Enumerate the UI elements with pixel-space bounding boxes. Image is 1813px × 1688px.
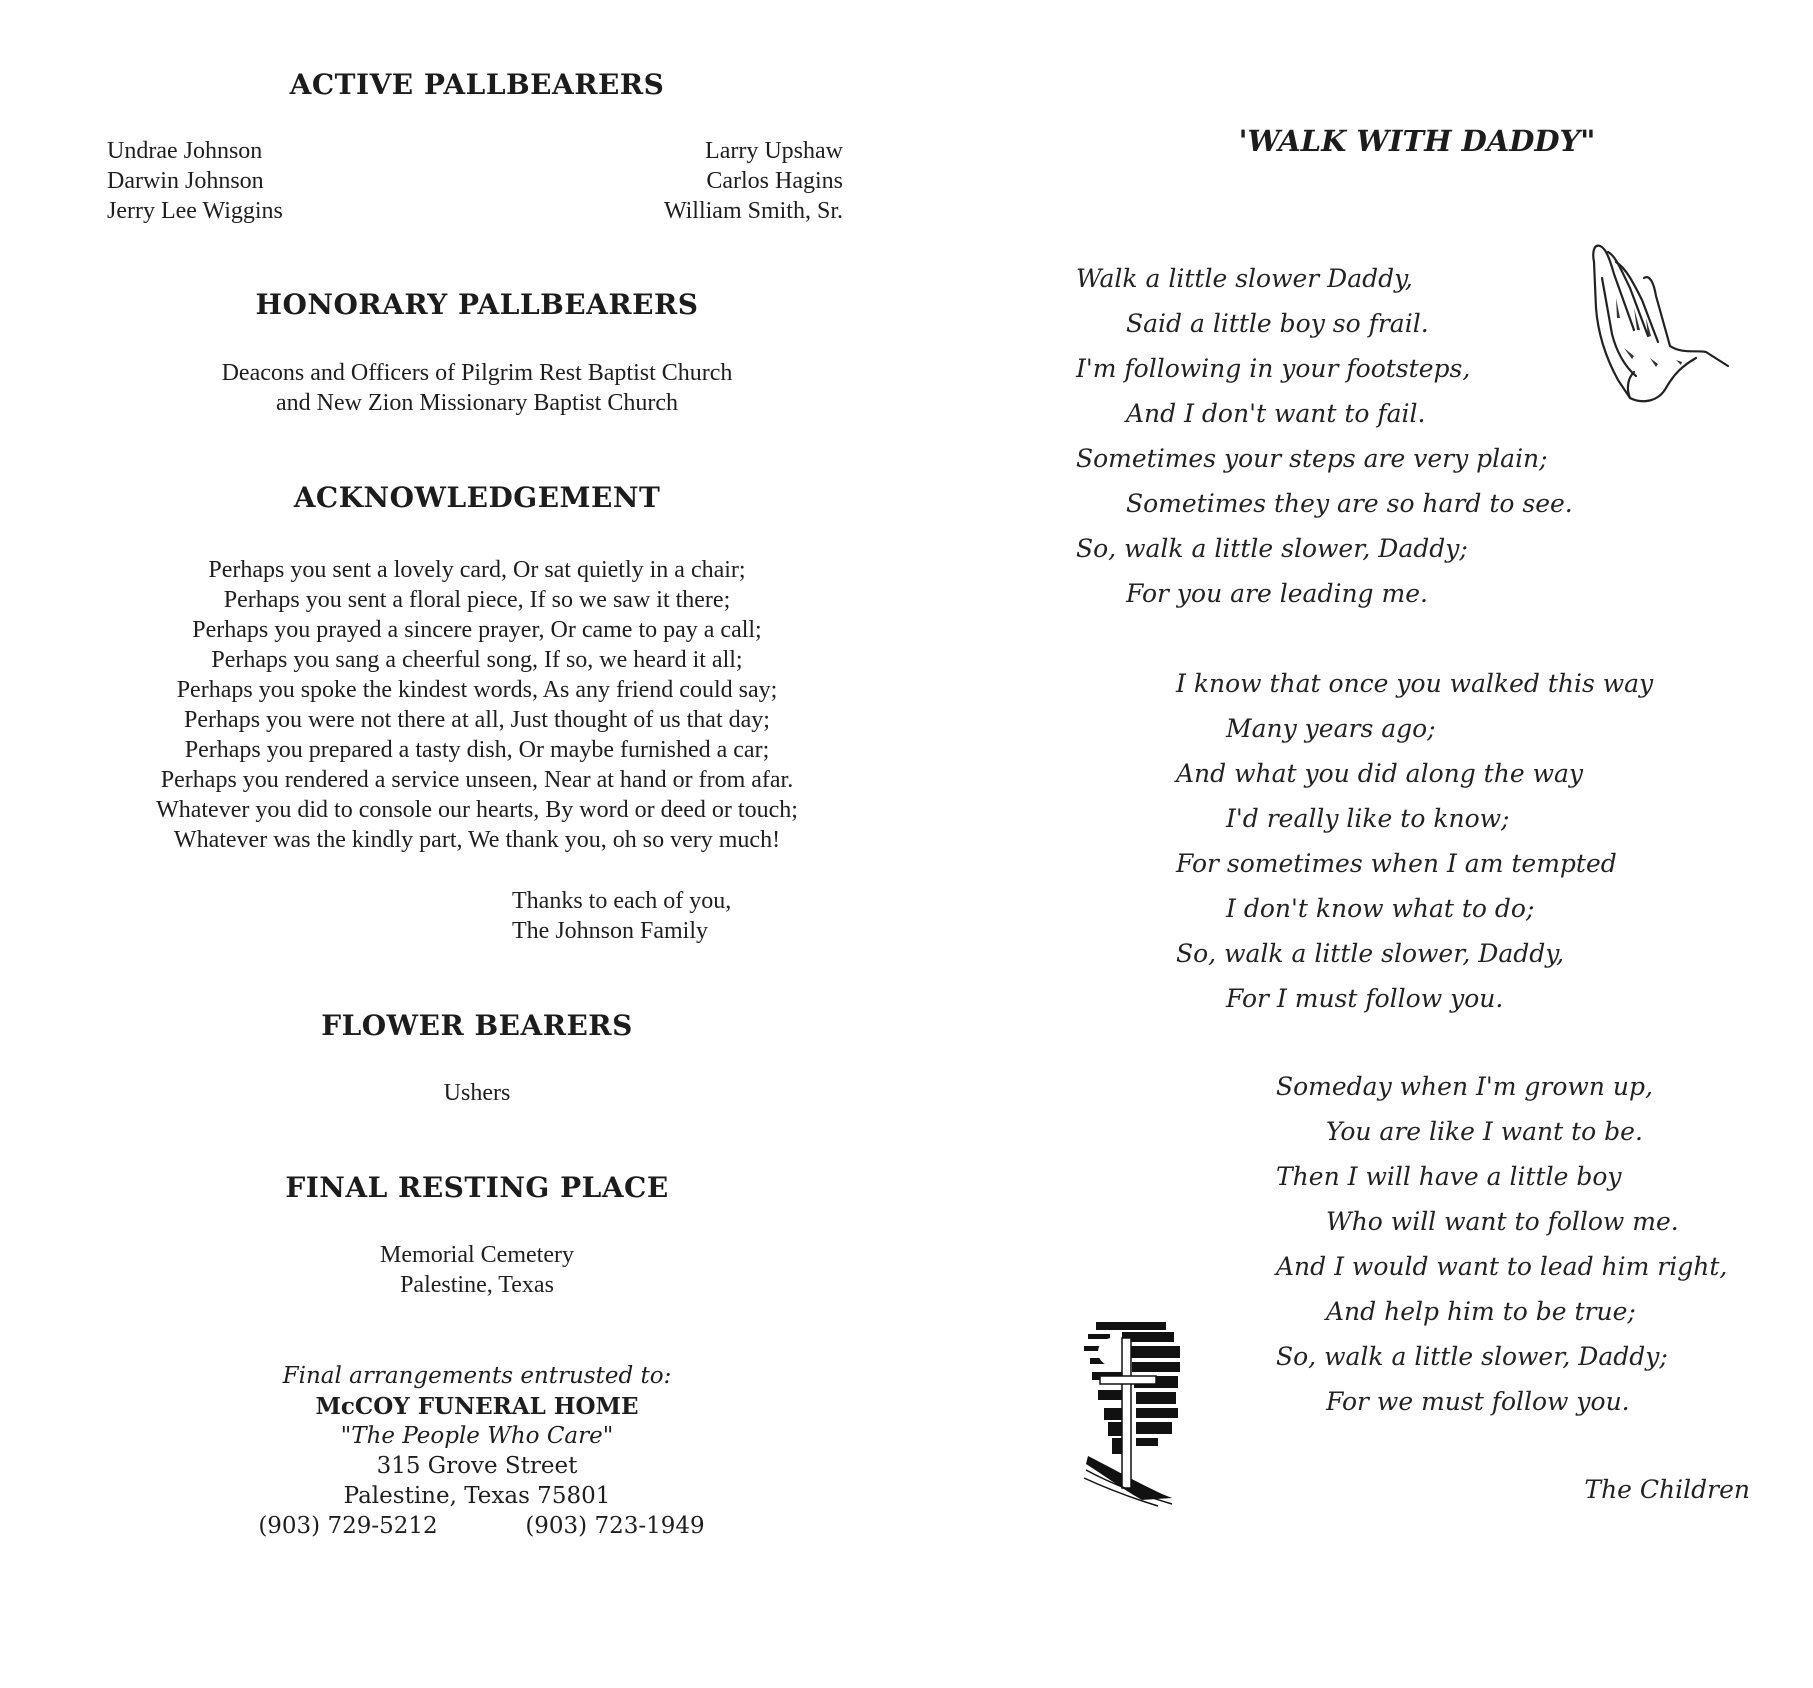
funeral-home-slogan: "The People Who Care" [340,1423,614,1449]
funeral-home-city: Palestine, Texas 75801 [343,1483,611,1509]
pallbearer-name: Undrae Johnson [107,138,263,164]
acknowledgement-line: Perhaps you rendered a service unseen, Near at hand or from afar. [160,767,794,793]
poem-line: And I would want to lead him right, [1276,1252,1728,1281]
poem-line: Sometimes your steps are very plain; [1076,444,1548,473]
acknowledgement-signoff: The Johnson Family [512,918,708,944]
poem-line: I'd really like to know; [1226,804,1510,833]
active-pallbearers-heading: ACTIVE PALLBEARERS [289,68,665,101]
poem-line: Said a little boy so frail. [1126,309,1429,338]
funeral-home-phone: (903) 729-5212 [258,1513,438,1539]
poem-line: For you are leading me. [1126,579,1428,608]
flower-bearers-heading: FLOWER BEARERS [321,1009,633,1042]
poem-line: Then I will have a little boy [1276,1162,1622,1191]
acknowledgement-line: Perhaps you sang a cheerful song, If so, we heard it all; [211,647,743,673]
poem-line: Walk a little slower Daddy, [1076,264,1413,293]
pallbearer-name: William Smith, Sr. [663,198,843,224]
pallbearer-name: Jerry Lee Wiggins [107,198,283,224]
poem-title: 'WALK WITH DADDY" [1238,124,1596,158]
poem-line: And help him to be true; [1326,1297,1636,1326]
honorary-line: and New Zion Missionary Baptist Church [276,390,678,416]
acknowledgement-line: Perhaps you sent a floral piece, If so we saw it there; [223,587,731,613]
final-resting-place-heading: FINAL RESTING PLACE [285,1171,669,1204]
poem-line: So, walk a little slower, Daddy; [1076,534,1468,563]
funeral-home-street: 315 Grove Street [376,1453,578,1479]
poem-signature: The Children [1584,1475,1750,1504]
poem-line: So, walk a little slower, Daddy; [1276,1342,1668,1371]
funeral-home-phone: (903) 723-1949 [525,1513,705,1539]
poem-line: I know that once you walked this way [1176,669,1654,698]
acknowledgement-line: Perhaps you spoke the kindest words, As any friend could say; [176,677,778,703]
poem-line: You are like I want to be. [1326,1117,1643,1146]
praying-hands-icon [1586,238,1736,408]
poem-line: For I must follow you. [1226,984,1504,1013]
funeral-home-name: McCOY FUNERAL HOME [315,1393,639,1420]
acknowledgement-line: Whatever was the kindly part, We thank you, oh so very much! [173,827,781,853]
pallbearer-name: Carlos Hagins [706,168,843,194]
poem-line: Someday when I'm grown up, [1276,1072,1653,1101]
cemetery-location: Palestine, Texas [400,1272,554,1298]
acknowledgement-line: Perhaps you were not there at all, Just thought of us that day; [184,707,770,733]
honorary-line: Deacons and Officers of Pilgrim Rest Baptist Church [221,360,733,386]
poem-line: For sometimes when I am tempted [1176,849,1617,878]
poem-line: For we must follow you. [1326,1387,1630,1416]
acknowledgement-signoff: Thanks to each of you, [512,888,732,914]
acknowledgement-line: Whatever you did to console our hearts, By word or deed or touch; [156,797,798,823]
funeral-home-intro: Final arrangements entrusted to: [282,1363,672,1389]
poem-line: So, walk a little slower, Daddy, [1176,939,1565,968]
poem-line: And what you did along the way [1176,759,1583,788]
pallbearer-name: Larry Upshaw [705,138,843,164]
poem-line: Many years ago; [1226,714,1436,743]
cross-icon [1082,1318,1202,1508]
acknowledgement-heading: ACKNOWLEDGEMENT [293,481,661,514]
cemetery-name: Memorial Cemetery [380,1242,574,1268]
acknowledgement-line: Perhaps you sent a lovely card, Or sat quietly in a chair; [208,557,746,583]
poem-line: And I don't want to fail. [1126,399,1426,428]
acknowledgement-line: Perhaps you prepared a tasty dish, Or maybe furnished a car; [184,737,770,763]
poem-line: I'm following in your footsteps, [1076,354,1471,383]
poem-line: Sometimes they are so hard to see. [1126,489,1573,518]
flower-bearers-value: Ushers [443,1080,511,1106]
acknowledgement-line: Perhaps you prayed a sincere prayer, Or came to pay a call; [192,617,762,643]
pallbearer-name: Darwin Johnson [107,168,264,194]
honorary-pallbearers-heading: HONORARY PALLBEARERS [255,288,699,321]
poem-line: I don't know what to do; [1226,894,1535,923]
poem-line: Who will want to follow me. [1326,1207,1679,1236]
